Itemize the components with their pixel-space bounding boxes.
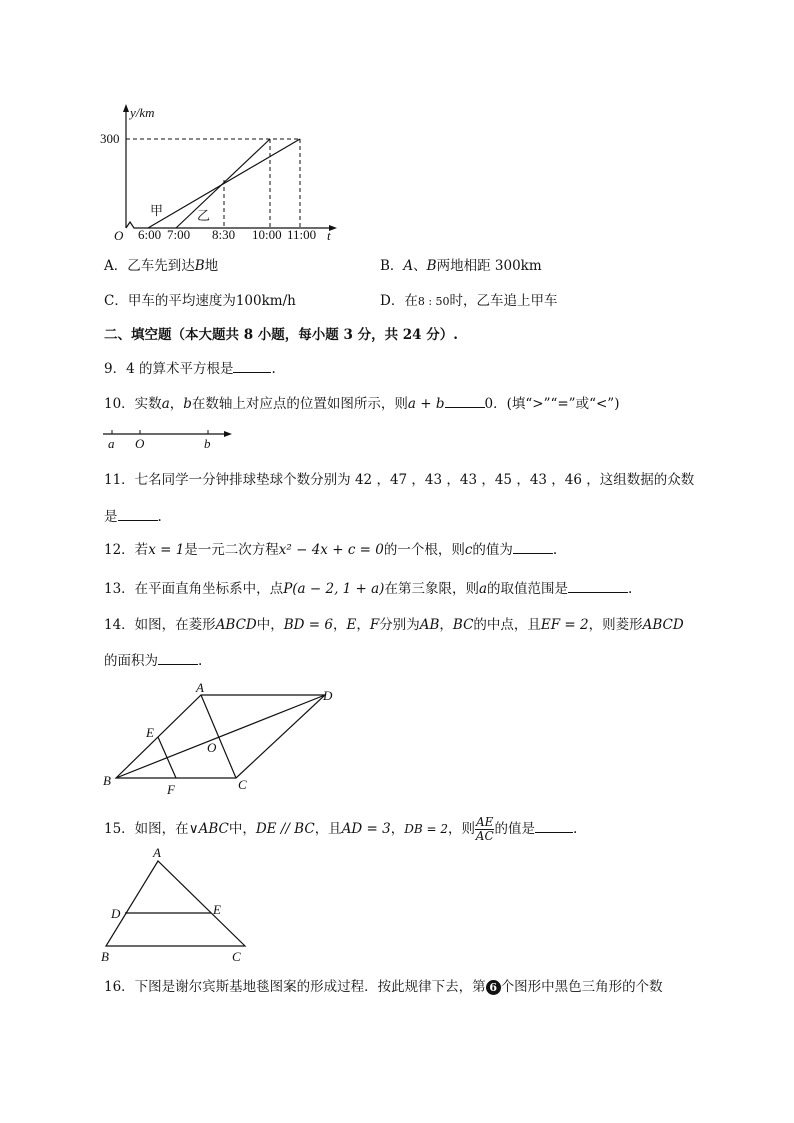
q14-e: E bbox=[346, 617, 357, 633]
label-D: D bbox=[323, 688, 333, 703]
label-E: E bbox=[146, 725, 154, 740]
question-13 bbox=[104, 580, 632, 598]
q14-line2-pre: 的面积为 bbox=[104, 653, 158, 669]
axis-label-b: b bbox=[204, 436, 211, 451]
tri-label-B: B bbox=[101, 949, 109, 964]
q14-sep1: ， bbox=[333, 617, 347, 633]
x-tick-600: 6:00 bbox=[138, 227, 162, 242]
option-a-end: 地 bbox=[204, 258, 219, 274]
q13-blank bbox=[568, 592, 628, 593]
q14-mid1: 中， bbox=[256, 617, 284, 633]
q15-tail: . bbox=[572, 821, 578, 837]
tri-label-A: A bbox=[153, 845, 161, 860]
option-b-text: B． bbox=[380, 258, 404, 274]
question-14-line2 bbox=[104, 652, 202, 670]
q14-mid2: 分别为 bbox=[379, 617, 420, 633]
q16-circled-number: 6 bbox=[486, 980, 501, 995]
origin-label: O bbox=[114, 228, 124, 243]
q10-pre: 10．实数 bbox=[104, 396, 162, 412]
q9-end: . bbox=[271, 361, 276, 377]
q16-end: 个图形中黑色三角形的个数 bbox=[500, 979, 663, 995]
question-16 bbox=[104, 978, 663, 996]
q10-blank bbox=[445, 407, 485, 408]
label-O: O bbox=[207, 740, 217, 755]
q10-mid: 在数轴上对应点的位置如图所示，则 bbox=[191, 396, 408, 412]
q12-tail: . bbox=[552, 542, 558, 558]
q12-blank bbox=[513, 553, 553, 554]
q14-pre: 14．如图，在菱形 bbox=[104, 617, 216, 633]
q10-expr: a + b bbox=[407, 396, 445, 412]
q9-text: 9．4 的算术平方根是 bbox=[104, 361, 234, 377]
q12-end: 的值为 bbox=[472, 542, 513, 558]
y-axis-label: y/km bbox=[130, 105, 155, 120]
q15-de: DE // BC bbox=[255, 821, 315, 837]
question-11-line2 bbox=[104, 508, 162, 526]
tri-label-C: C bbox=[232, 949, 241, 964]
q14-mid3: 的中点，且 bbox=[473, 617, 541, 633]
axis-label-o: O bbox=[135, 436, 145, 451]
q14-mid4: ，则菱形 bbox=[588, 617, 643, 633]
q13-point: P(a − 2, 1 + a) bbox=[283, 581, 385, 597]
q13-pre: 13．在平面直角坐标系中，点 bbox=[104, 581, 284, 597]
t-label: t bbox=[327, 228, 331, 243]
question-12 bbox=[104, 541, 557, 559]
q15-mid1: 中， bbox=[228, 821, 256, 837]
q15-tri: ∨ABC bbox=[188, 821, 229, 837]
label-A: A bbox=[196, 680, 204, 695]
q14-bd: BD = 6 bbox=[283, 617, 333, 633]
q12-mid: 是一元二次方程 bbox=[184, 542, 279, 558]
x-tick-1100: 11:00 bbox=[287, 227, 317, 242]
line-jia bbox=[148, 139, 300, 228]
q14-f: F bbox=[369, 617, 380, 633]
axis-label-a: a bbox=[108, 436, 115, 451]
label-F: F bbox=[167, 782, 175, 797]
option-b-a: A bbox=[403, 258, 414, 274]
segment-ef bbox=[158, 737, 176, 778]
q12-cond: x = 1 bbox=[148, 542, 185, 558]
q12-pre: 12．若 bbox=[104, 542, 149, 558]
y-axis-arrow bbox=[123, 104, 129, 112]
q14-shape: ABCD bbox=[215, 617, 257, 633]
q11-blank bbox=[118, 520, 158, 521]
q15-db: DB = 2 bbox=[404, 822, 449, 836]
label-yi: 乙 bbox=[197, 208, 211, 223]
q15-blank bbox=[535, 832, 573, 833]
q14-ab: AB bbox=[419, 617, 440, 633]
option-b bbox=[380, 257, 542, 275]
option-b-sep: 、 bbox=[413, 258, 427, 274]
q11-end: . bbox=[157, 509, 162, 525]
q12-var: c bbox=[464, 542, 473, 558]
diagonal-ac bbox=[201, 695, 236, 778]
question-9 bbox=[104, 360, 276, 378]
q12-mid2: 的一个根，则 bbox=[383, 542, 465, 558]
q15-end: 的值是 bbox=[494, 821, 535, 837]
q15-mid3: ，则 bbox=[448, 821, 476, 837]
q15-ad: AD = 3 bbox=[341, 821, 391, 837]
q12-eq: x² − 4x + c = 0 bbox=[278, 542, 384, 558]
tri-label-E: E bbox=[213, 902, 221, 917]
q14-shape2: ABCD bbox=[642, 617, 684, 633]
y-tick-300: 300 bbox=[100, 131, 120, 146]
q15-sep: ， bbox=[390, 821, 405, 837]
option-d-end: 时，乙车追上甲车 bbox=[449, 293, 558, 309]
question-11-line1: 11．七名同学一分钟排球垫球个数分别为 42 ，47 ，43 ，43 ，45 ，43 ，46 ，这组数据的众数 bbox=[104, 472, 695, 488]
q10-b: b bbox=[183, 396, 192, 412]
q13-end: 的取值范围是 bbox=[487, 581, 569, 597]
q13-tail: . bbox=[628, 581, 633, 597]
q14-blank bbox=[158, 664, 198, 665]
number-line-arrow bbox=[224, 431, 232, 437]
option-a-var: B bbox=[194, 258, 205, 274]
q9-blank bbox=[233, 372, 271, 373]
q14-bc: BC bbox=[452, 617, 474, 633]
q15-frac-den: AC bbox=[475, 829, 494, 843]
option-d-time: 8 : 50 bbox=[417, 295, 450, 308]
option-c: C．甲车的平均速度为100km/h bbox=[104, 293, 296, 309]
q15-mid2: ，且 bbox=[314, 821, 342, 837]
q15-pre: 15．如图，在 bbox=[104, 821, 189, 837]
tri-label-D: D bbox=[111, 906, 121, 921]
triangle-abc bbox=[106, 861, 245, 946]
line-yi bbox=[176, 139, 270, 228]
q15-frac-num: AE bbox=[476, 815, 494, 829]
question-10 bbox=[104, 395, 619, 413]
option-d bbox=[380, 292, 558, 311]
q14-sep3: ， bbox=[439, 617, 453, 633]
question-14-line1 bbox=[104, 616, 684, 634]
label-C: C bbox=[238, 777, 247, 792]
q13-var: a bbox=[478, 581, 488, 597]
label-jia: 甲 bbox=[150, 203, 164, 218]
x-tick-830: 8:30 bbox=[212, 227, 236, 242]
q14-ef: EF = 2 bbox=[540, 617, 589, 633]
q10-a: a bbox=[161, 396, 170, 412]
q14-sep2: ， bbox=[356, 617, 370, 633]
q15-fraction bbox=[475, 816, 494, 843]
x-tick-1000: 10:00 bbox=[252, 227, 282, 242]
q10-end: 0．(填“>”“=”或“<”) bbox=[484, 396, 620, 412]
q13-mid: 在第三象限，则 bbox=[384, 581, 479, 597]
q14-line2-end: . bbox=[198, 653, 203, 669]
q16-pre: 16．下图是谢尔宾斯基地毯图案的形成过程．按此规律下去，第 bbox=[104, 979, 486, 995]
option-d-pre: D．在 bbox=[380, 293, 418, 309]
x-tick-700: 7:00 bbox=[167, 227, 191, 242]
q11-pre: 是 bbox=[104, 509, 118, 525]
option-b-end: 两地相距 300km bbox=[436, 258, 542, 274]
option-a-text: A．乙车先到达 bbox=[104, 258, 195, 274]
option-a bbox=[104, 257, 218, 275]
question-15 bbox=[104, 816, 577, 842]
section-2-heading: 二、填空题（本大题共 8 小题，每小题 3 分，共 24 分）. bbox=[104, 327, 458, 343]
label-B: B bbox=[103, 773, 111, 788]
q10-sep: ， bbox=[169, 396, 184, 412]
option-b-b: B bbox=[426, 258, 437, 274]
